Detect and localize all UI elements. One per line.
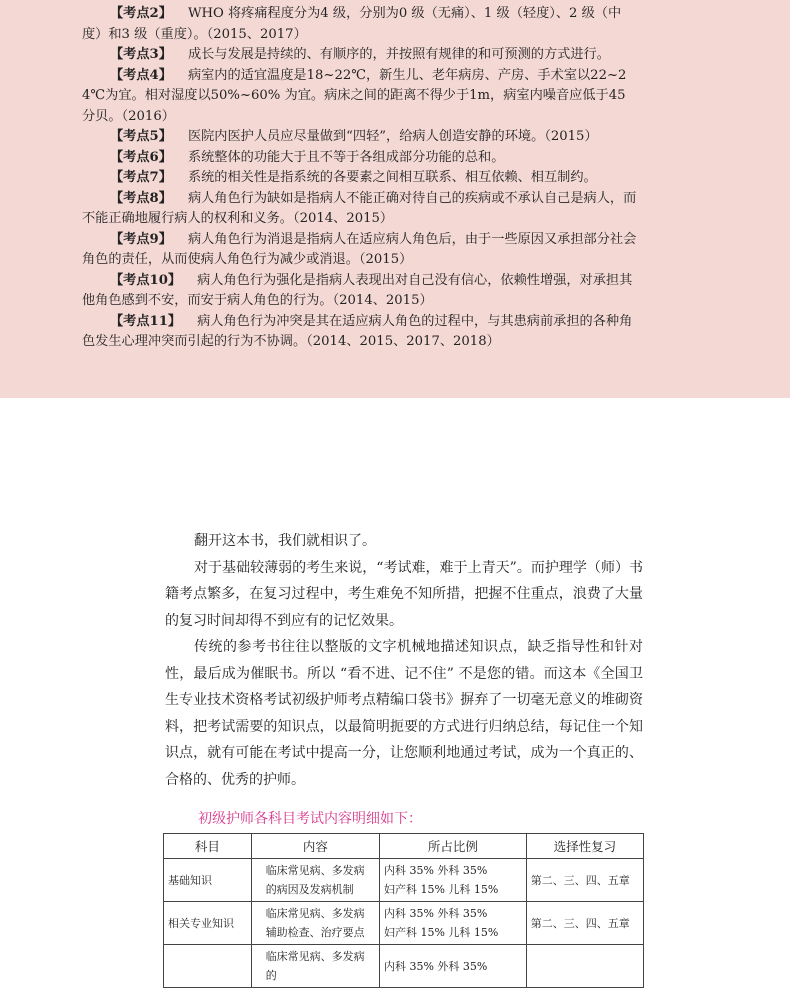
intro-paragraph: 传统的参考书往往以整版的文字机械地描述知识点，缺乏指导性和针对性，最后成为催眠书。所以 “看不进、记不住” 不是您的错。而这本《全国卫生专业技术资格考试初级护师考点精编口袋书》摒弃了一切毫无意义的堆砌资料，把考试需要的知识点，以最简明扼要的方式进行归纳总结，每记住一个知识点，就有可能在考试中提高一分，让您顺利地通过考试，成为一个真正的、合格的、优秀的护师。	[165, 639, 643, 788]
intro-paragraph: 翻开这本书，我们就相识了。	[194, 533, 376, 549]
key-point-5	[82, 127, 638, 148]
key-point-text: 系统整体的功能大于且不等于各组成部分功能的总和。	[187, 149, 505, 165]
key-point-11	[82, 312, 638, 353]
key-point-tag: 【考点9】	[110, 231, 172, 247]
ratio-line: 内科 35% 外科 35%	[383, 864, 488, 877]
review-cell: 第二、三、四、五章	[526, 859, 643, 902]
ratio-cell	[379, 902, 526, 945]
intro-paragraph: 对于基础较薄弱的考生来说，“考试难，难于上青天”。而护理学（师）书籍考点繁多，在复习过程中，考生难免不知所措，把握不住重点，浪费了大量的复习时间却得不到应有的记忆效果。	[165, 559, 643, 629]
key-point-text: 病人角色行为强化是指病人表现出对自己没有信心，依赖性增强，对承担其他角色感到不安，而安于病人角色的行为。（2014、2015）	[82, 272, 633, 308]
exam-subjects-table	[163, 833, 644, 988]
table-row	[164, 902, 644, 945]
key-point-text: WHO 将疼痛程度分为4 级，分别为0 级（无痛）、1 级（轻度）、2 级（中度）和3 级（重度）。（2015、2017）	[82, 6, 622, 42]
key-point-text: 病室内的适宜温度是18~22℃，新生儿、老年病房、产房、手术室以22~24℃为宜。相对湿度以50%~60% 为宜。病床之间的距离不得少于1m，病室内噪音应低于45 分贝。（2016）	[82, 67, 627, 124]
intro-section	[165, 528, 643, 793]
key-point-text: 医院内医护人员应尽量做到“四轻”，给病人创造安静的环境。（2015）	[187, 129, 598, 144]
ratio-line: 妇产科 15% 儿科 15%	[383, 883, 499, 896]
key-point-2	[82, 4, 638, 45]
key-point-text: 病人角色行为缺如是指病人不能正确对待自己的疾病或不承认自己是病人，而不能正确地履行病人的权利和义务。（2014、2015）	[82, 190, 637, 226]
review-cell: 第二、三、四、五章	[526, 902, 643, 945]
ratio-line: 内科 35% 外科 35%	[383, 959, 488, 973]
content-cell: 临床常见病、多发病的病因及发病机制	[251, 859, 379, 902]
key-point-text: 成长与发展是持续的、有顺序的，并按照有规律的和可预测的方式进行。	[187, 47, 610, 62]
key-point-tag: 【考点2】	[110, 6, 172, 21]
content-cell: 临床常见病、多发病辅助检查、治疗要点	[251, 902, 379, 945]
key-point-tag: 【考点11】	[110, 313, 182, 329]
subject-cell	[164, 945, 252, 988]
ratio-cell	[379, 859, 526, 902]
key-point-tag: 【考点4】	[110, 67, 172, 83]
key-point-tag: 【考点5】	[110, 129, 172, 144]
column-header: 选择性复习	[526, 834, 643, 859]
key-point-tag: 【考点6】	[110, 149, 172, 165]
ratio-line: 妇产科 15% 儿科 15%	[383, 926, 499, 939]
key-point-tag: 【考点10】	[110, 272, 182, 288]
content-cell: 临床常见病、多发病的	[251, 945, 379, 988]
table-title: 初级护师各科目考试内容明细如下：	[198, 811, 422, 827]
key-point-6	[82, 148, 638, 169]
subject-cell: 基础知识	[164, 859, 252, 902]
table-row	[164, 859, 644, 902]
subject-cell: 相关专业知识	[164, 902, 252, 945]
table-row	[164, 945, 644, 988]
key-points-list	[82, 4, 638, 353]
review-cell	[526, 945, 643, 988]
key-point-7	[82, 168, 638, 189]
ratio-cell	[379, 945, 526, 988]
key-point-tag: 【考点3】	[110, 47, 172, 62]
column-header: 所占比例	[379, 834, 526, 859]
key-point-tag: 【考点7】	[110, 170, 172, 185]
key-point-tag: 【考点8】	[110, 190, 172, 206]
key-point-8	[82, 189, 638, 230]
key-point-9	[82, 230, 638, 271]
column-header: 内容	[251, 834, 379, 859]
key-point-10	[82, 271, 638, 312]
table-header-row	[164, 834, 644, 859]
key-points-panel	[0, 0, 790, 398]
column-header: 科目	[164, 834, 252, 859]
key-point-4	[82, 66, 638, 128]
ratio-line: 内科 35% 外科 35%	[383, 907, 488, 920]
key-point-text: 病人角色行为冲突是其在适应病人角色的过程中，与其患病前承担的各种角色发生心理冲突而引起的行为不协调。（2014、2015、2017、2018）	[82, 313, 633, 349]
key-point-text: 系统的相关性是指系统的各要素之间相互联系、相互依赖、相互制约。	[187, 170, 597, 185]
key-point-3	[82, 45, 638, 66]
key-point-text: 病人角色行为消退是指病人在适应病人角色后，由于一些原因又承担部分社会角色的责任，从而使病人角色行为减少或消退。（2015）	[82, 231, 637, 267]
